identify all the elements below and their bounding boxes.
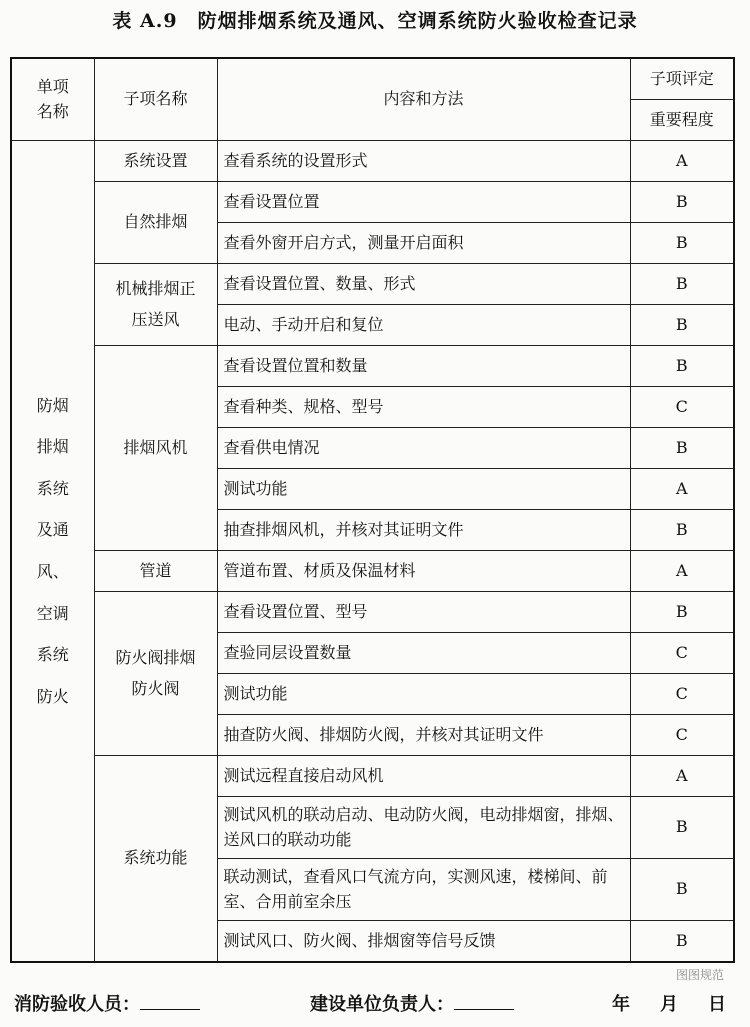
subitem-name: 系统设置 — [94, 141, 217, 182]
method-cell: 查看设置位置 — [217, 182, 630, 223]
importance-grade: C — [630, 633, 734, 674]
importance-grade: B — [630, 592, 734, 633]
table-row — [11, 141, 734, 182]
method-cell: 管道布置、材质及保温材料 — [217, 551, 630, 592]
importance-grade: B — [630, 797, 734, 859]
table-row — [11, 264, 734, 305]
watermark: 图图规范 — [676, 968, 725, 982]
inspector-signature: 消防验收人员： — [14, 990, 200, 1016]
importance-grade: B — [630, 182, 734, 223]
importance-grade: C — [630, 715, 734, 756]
importance-grade: B — [630, 921, 734, 963]
method-cell: 联动测试，查看风口气流方向，实测风速，楼梯间、前室、合用前室余压 — [217, 859, 630, 921]
page-title: 表 A.9 防烟排烟系统及通风、空调系统防火验收检查记录 — [112, 10, 638, 32]
table-row — [11, 346, 734, 387]
importance-grade: C — [630, 387, 734, 428]
header-method: 内容和方法 — [217, 58, 630, 141]
method-cell: 测试风口、防火阀、排烟窗等信号反馈 — [217, 921, 630, 963]
importance-grade: B — [630, 264, 734, 305]
importance-grade: B — [630, 510, 734, 551]
method-cell: 测试风机的联动启动、电动防火阀，电动排烟窗，排烟、送风口的联动功能 — [217, 797, 630, 859]
method-cell: 查看外窗开启方式，测量开启面积 — [217, 223, 630, 264]
importance-grade: A — [630, 141, 734, 182]
importance-grade: A — [630, 469, 734, 510]
table-row — [11, 592, 734, 633]
subitem-name: 自然排烟 — [94, 182, 217, 264]
importance-grade: A — [630, 551, 734, 592]
category-cell: 防烟排烟系统及通风、空调系统防火 — [11, 141, 94, 963]
method-cell: 测试功能 — [217, 469, 630, 510]
subitem-name: 系统功能 — [94, 756, 217, 963]
subitem-name: 管道 — [94, 551, 217, 592]
method-cell: 测试远程直接启动风机 — [217, 756, 630, 797]
header-item: 单项名称 — [11, 58, 94, 141]
method-cell: 查看设置位置和数量 — [217, 346, 630, 387]
method-cell: 查看系统的设置形式 — [217, 141, 630, 182]
table-row — [11, 551, 734, 592]
importance-grade: B — [630, 428, 734, 469]
importance-grade: A — [630, 756, 734, 797]
method-cell: 查看供电情况 — [217, 428, 630, 469]
method-cell: 电动、手动开启和复位 — [217, 305, 630, 346]
subitem-name: 机械排烟正压送风 — [94, 264, 217, 346]
importance-grade: B — [630, 859, 734, 921]
header-importance: 重要程度 — [630, 100, 734, 141]
header-eval: 子项评定 — [630, 58, 734, 100]
header-sub: 子项名称 — [94, 58, 217, 141]
method-cell: 查看设置位置、型号 — [217, 592, 630, 633]
method-cell: 抽查防火阀、排烟防火阀，并核对其证明文件 — [217, 715, 630, 756]
method-cell: 查看种类、规格、型号 — [217, 387, 630, 428]
method-cell: 测试功能 — [217, 674, 630, 715]
importance-grade: B — [630, 305, 734, 346]
importance-grade: C — [630, 674, 734, 715]
owner-signature: 建设单位负责人： — [310, 990, 514, 1016]
subitem-name: 排烟风机 — [94, 346, 217, 551]
method-cell: 查看设置位置、数量、形式 — [217, 264, 630, 305]
importance-grade: B — [630, 223, 734, 264]
importance-grade: B — [630, 346, 734, 387]
subitem-name: 防火阀排烟防火阀 — [94, 592, 217, 756]
table-row — [11, 182, 734, 223]
inspection-table — [10, 57, 735, 963]
method-cell: 查验同层设置数量 — [217, 633, 630, 674]
date-field: 年 月 日 — [612, 994, 732, 1015]
method-cell: 抽查排烟风机，并核对其证明文件 — [217, 510, 630, 551]
table-row — [11, 756, 734, 797]
